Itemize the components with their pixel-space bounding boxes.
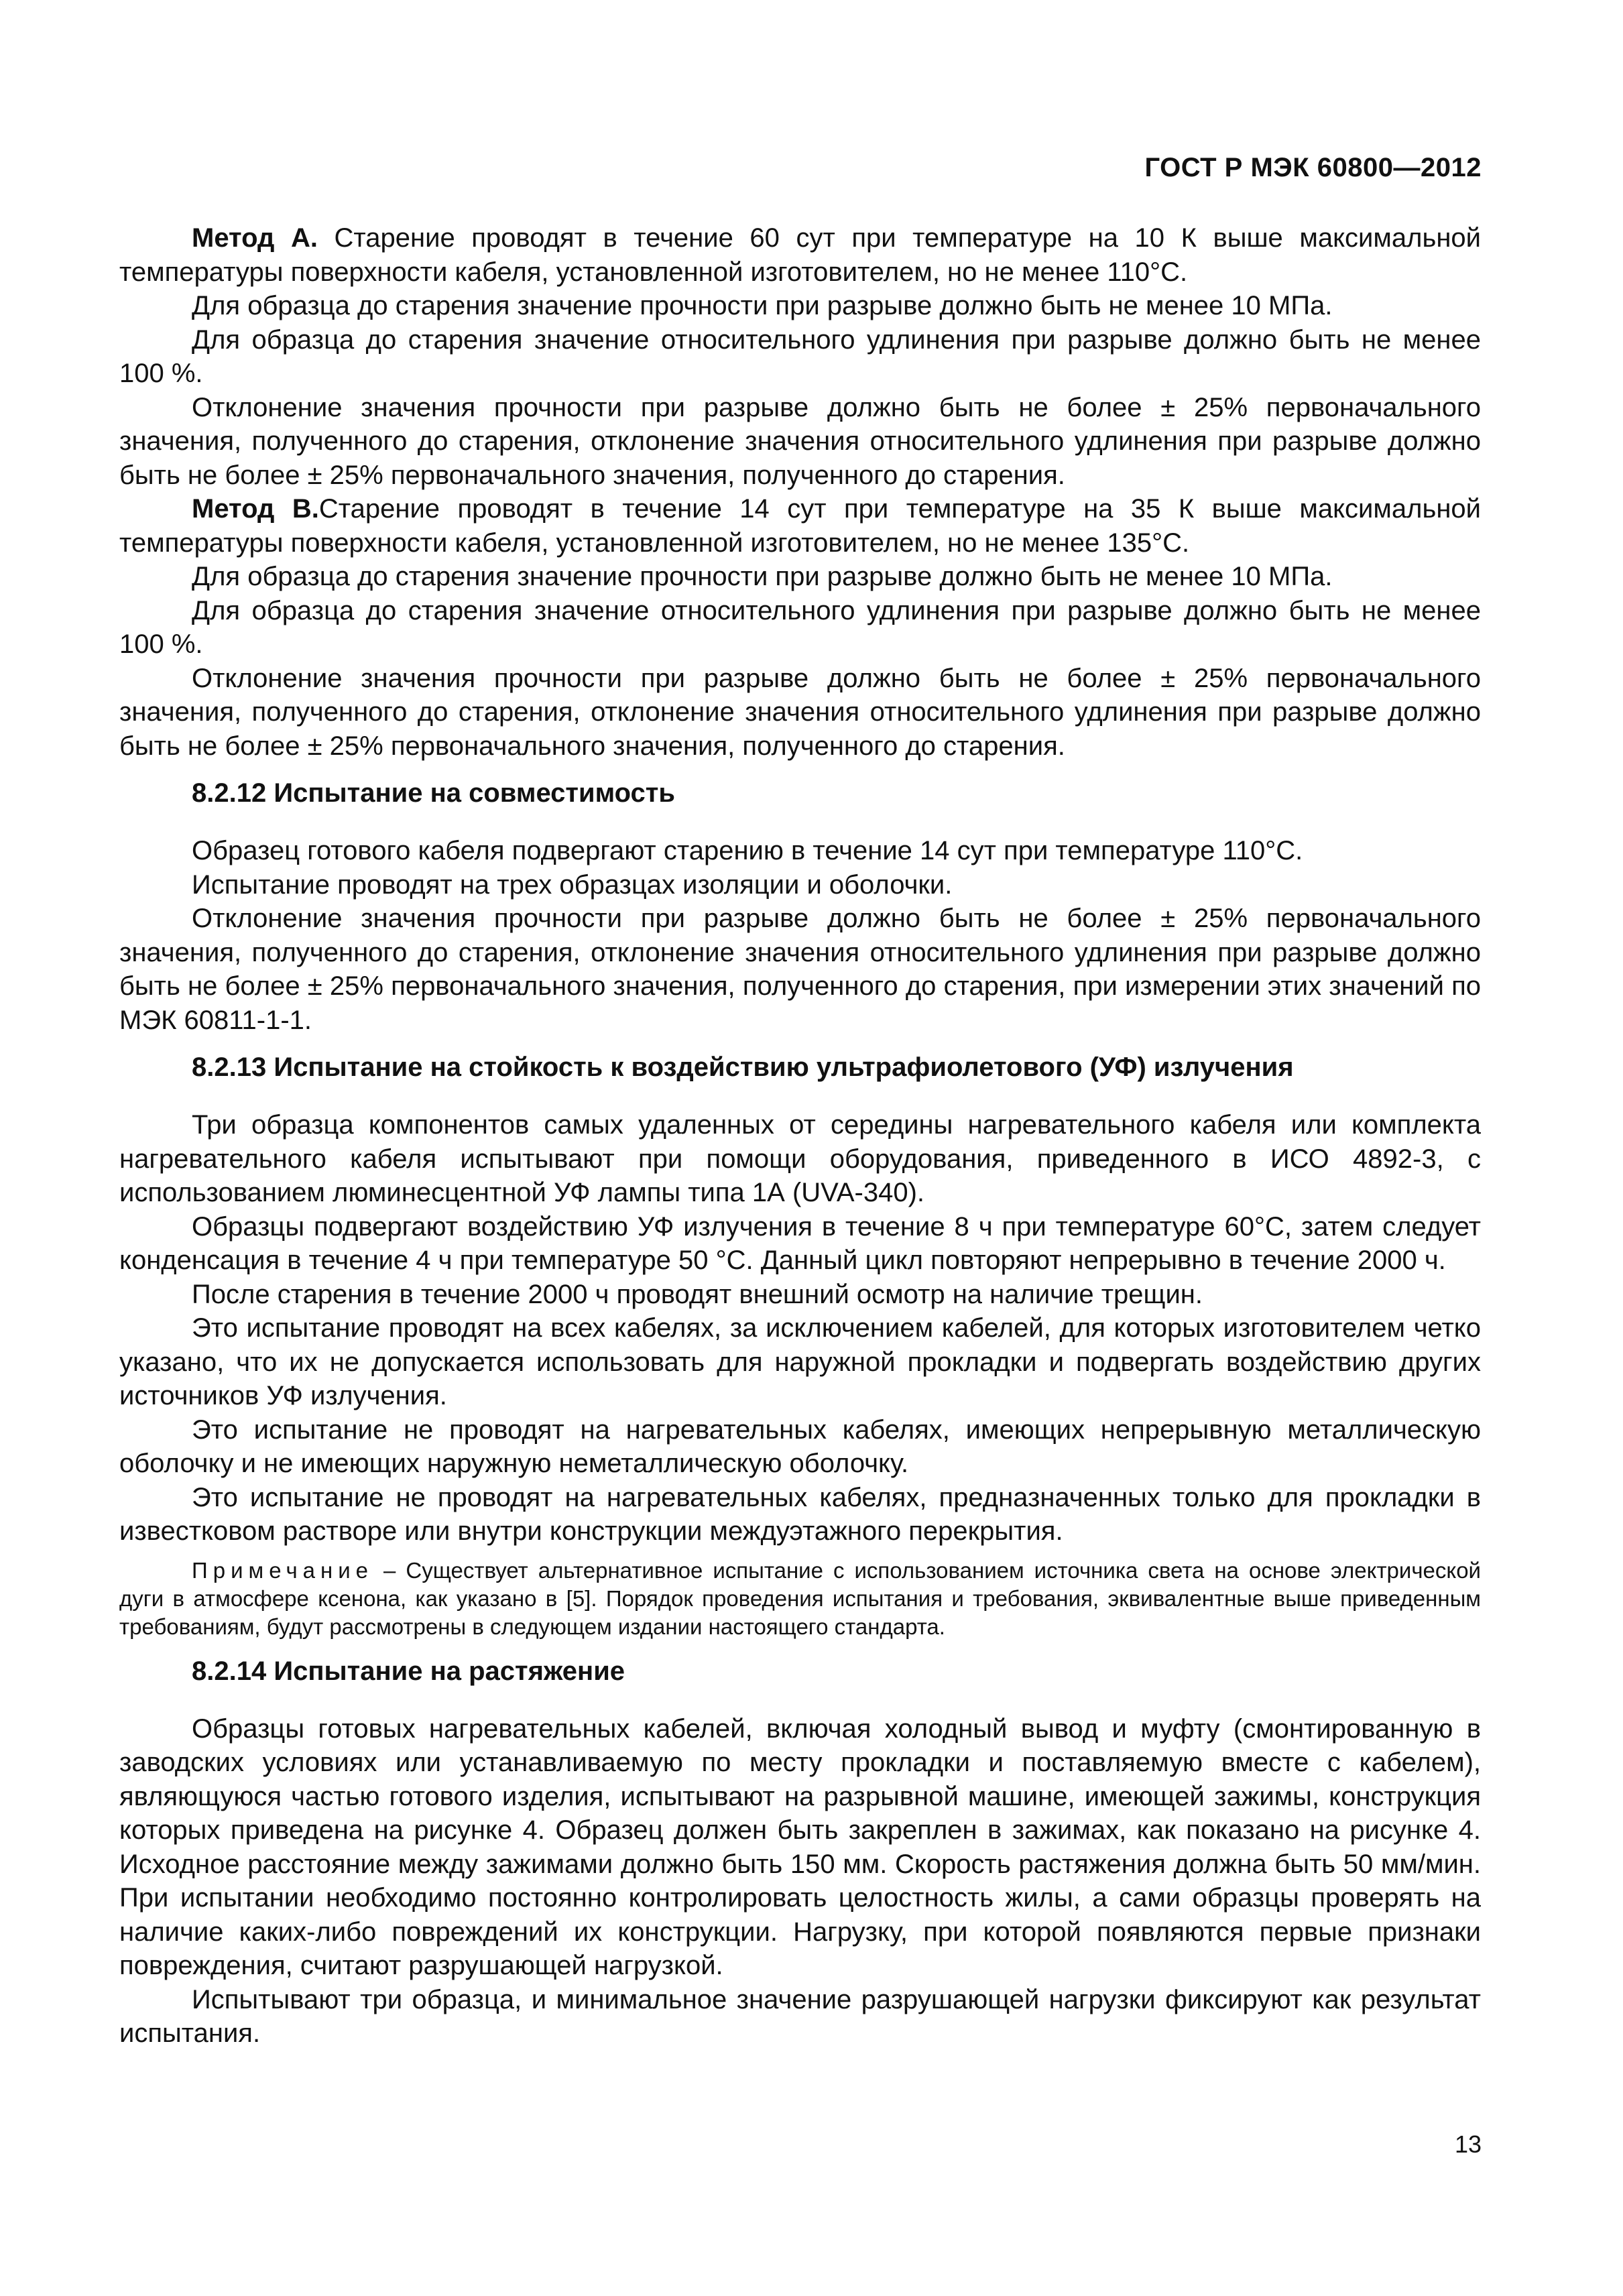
note-label: Примечание [192, 1557, 374, 1583]
paragraph: Испытание проводят на трех образцах изоляции и оболочки. [192, 869, 953, 900]
section-heading-8-2-13: 8.2.13 Испытание на стойкость к воздействию ультрафиолетового (УФ) излучения [192, 1052, 1294, 1082]
document-header: ГОСТ Р МЭК 60800—2012 [1144, 153, 1482, 182]
paragraph: После старения в течение 2000 ч проводят внешний осмотр на наличие трещин. [192, 1279, 1203, 1309]
paragraph: Образец готового кабеля подвергают старению в течение 14 сут при температуре 110°С. [192, 836, 1303, 865]
method-a-label: Метод А. [192, 223, 318, 253]
paragraph: Для образца до старения значение прочности при разрыве должно быть не менее 10 МПа. [192, 291, 1333, 320]
paragraph: Для образца до старения значение относительного удлинения при разрыве должно быть не менее 100 %. [119, 324, 1481, 388]
section-heading-8-2-14: 8.2.14 Испытание на растяжение [192, 1656, 625, 1686]
paragraph: Образцы готовых нагревательных кабелей, включая холодный вывод и муфту (смонтированную в заводских условиях или устанавливаемую по месту прокладки и поставляемую вместе с кабелем), являющуюся частью готового изделия, испытывают на разрывной машине, имеющей зажимы, конструкция которых приведена на рисунке 4. Образец должен быть закреплен в зажимах, как показано на рисунке 4. Исходное расстояние между зажимами должно быть 150 мм. Скорость растяжения должна быть 50 мм/мин. При испытании необходимо постоянно контролировать целостность жилы, а сами образцы проверять на наличие каких-либо повреждений их конструкции. Нагрузку, при которой появляются первые признаки повреждения, считают разрушающей нагрузкой. [119, 1713, 1481, 1980]
paragraph: Это испытание не проводят на нагревательных кабелях, предназначенных только для прокладки в известковом растворе или внутри конструкции междуэтажного перекрытия. [119, 1482, 1481, 1546]
paragraph: Метод В.Старение проводят в течение 14 сут при температуре на 35 К выше максимальной температуры поверхности кабеля, установленной изготовителем, но не менее 135°С. [119, 494, 1481, 558]
paragraph: Для образца до старения значение относительного удлинения при разрыве должно быть не менее 100 %. [119, 595, 1481, 659]
paragraph: Это испытание проводят на всех кабелях, за исключением кабелей, для которых изготовителем четко указано, что их не допускается использовать для наружной прокладки и подвергать воздействию других источников УФ излучения. [119, 1313, 1481, 1410]
page-number: 13 [1454, 2130, 1482, 2158]
paragraph: Метод А. Старение проводят в течение 60 сут при температуре на 10 К выше максимальной температуры поверхности кабеля, установленной изготовителем, но не менее 110°С. [119, 223, 1482, 287]
paragraph: Образцы подвергают воздействию УФ излучения в течение 8 ч при температуре 60°С, затем следует конденсация в течение 4 ч при температуре 50 °С. Данный цикл повторяют непрерывно в течение 2000 ч. [119, 1211, 1481, 1275]
paragraph: Отклонение значения прочности при разрыве должно быть не более ± 25% первоначального значения, полученного до старения, отклонение значения относительного удлинения при разрыве должно быть не более ± 25% первоначального значения, полученного до старения, при измерении этих значений по МЭК 60811-1-1. [119, 904, 1481, 1035]
paragraph: Для образца до старения значение прочности при разрыве должно быть не менее 10 МПа. [192, 562, 1333, 591]
paragraph: Отклонение значения прочности при разрыве должно быть не более ± 25% первоначального значения, полученного до старения, отклонение значения относительного удлинения при разрыве должно быть не более ± 25% первоначального значения, полученного до старения. [119, 663, 1481, 761]
section-heading-8-2-12: 8.2.12 Испытание на совместимость [192, 778, 675, 808]
paragraph: Отклонение значения прочности при разрыве должно быть не более ± 25% первоначального значения, полученного до старения, отклонение значения относительного удлинения при разрыве должно быть не более ± 25% первоначального значения, полученного до старения. [119, 392, 1481, 490]
method-b-label: Метод В. [192, 494, 319, 524]
document-body [119, 221, 1481, 2051]
note: Примечание – Существует альтернативное испытание с использованием источника света на основе электрической дуги в атмосфере ксенона, как указано в [5]. Порядок проведения испытания и требования, эквивалентные выше приведенным требованиям, будут рассмотрены в следующем издании настоящего стандарта. [119, 1557, 1481, 1639]
paragraph: Это испытание не проводят на нагревательных кабелях, имеющих непрерывную металлическую оболочку и не имеющих наружную неметаллическую оболочку. [119, 1414, 1481, 1478]
paragraph: Испытывают три образца, и минимальное значение разрушающей нагрузки фиксируют как результат испытания. [119, 1984, 1481, 2048]
paragraph: Три образца компонентов самых удаленных от середины нагревательного кабеля или комплекта нагревательного кабеля испытывают при помощи оборудования, приведенного в ИСО 4892-3, с использованием люминесцентной УФ лампы типа 1А (UVA-340). [119, 1110, 1481, 1207]
